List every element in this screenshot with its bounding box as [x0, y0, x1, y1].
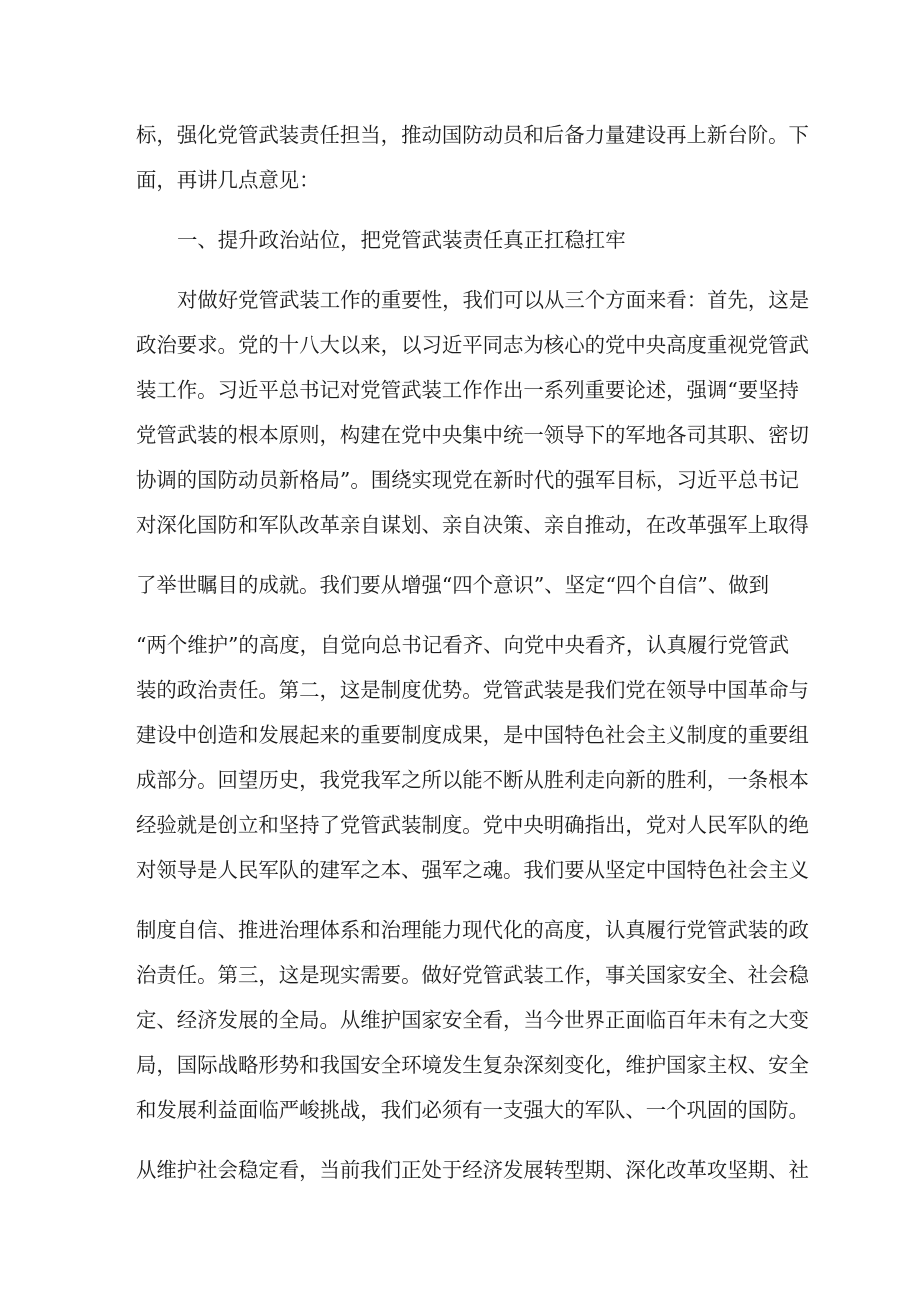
text-line: 装工作。习近平总书记对党管武装工作作出一系列重要论述，强调“要坚持: [136, 378, 799, 402]
text-line: 成部分。回望历史，我党我军之所以能不断从胜利走向新的胜利，一条根本: [136, 768, 809, 792]
text-line: 制度自信、推进治理体系和治理能力现代化的高度，认真履行党管武装的政: [136, 918, 809, 942]
section-heading: 一、提升政治站位，把党管武装责任真正扛稳扛牢: [177, 228, 626, 252]
text-line: 对领导是人民军队的建军之本、强军之魂。我们要从坚定中国特色社会主义: [136, 858, 809, 882]
text-line: 面，再讲几点意见：: [136, 168, 320, 192]
text-line: “两个维护”的高度，自觉向总书记看齐、向党中央看齐，认真履行党管武: [136, 633, 789, 657]
text-line: 经验就是创立和坚持了党管武装制度。党中央明确指出，党对人民军队的绝: [136, 813, 809, 837]
text-line: 协调的国防动员新格局”。围绕实现党在新时代的强军目标，习近平总书记: [136, 468, 799, 492]
text-line: 政治要求。党的十八大以来，以习近平同志为核心的党中央高度重视党管武: [136, 333, 809, 357]
text-line: 局，国际战略形势和我国安全环境发生复杂深刻变化，维护国家主权、安全: [136, 1053, 809, 1077]
text-line: 党管武装的根本原则，构建在党中央集中统一领导下的军地各司其职、密切: [136, 423, 809, 447]
text-line: 定、经济发展的全局。从维护国家安全看，当今世界正面临百年未有之大变: [136, 1008, 809, 1032]
text-line: 对做好党管武装工作的重要性，我们可以从三个方面来看：首先，这是: [177, 288, 810, 312]
text-line: 从维护社会稳定看，当前我们正处于经济发展转型期、深化改革攻坚期、社: [136, 1158, 809, 1182]
text-line: 装的政治责任。第二，这是制度优势。党管武装是我们党在领导中国革命与: [136, 678, 809, 702]
text-line: 治责任。第三，这是现实需要。做好党管武装工作，事关国家安全、社会稳: [136, 963, 809, 987]
text-line: 了举世瞩目的成就。我们要从增强“四个意识”、坚定“四个自信”、做到: [136, 573, 770, 597]
text-line: 对深化国防和军队改革亲自谋划、亲自决策、亲自推动，在改革强军上取得: [136, 513, 809, 537]
text-line: 和发展利益面临严峻挑战，我们必须有一支强大的军队、一个巩固的国防。: [136, 1098, 809, 1122]
text-line: 标，强化党管武装责任担当，推动国防动员和后备力量建设再上新台阶。下: [136, 123, 809, 147]
text-line: 建设中创造和发展起来的重要制度成果，是中国特色社会主义制度的重要组: [136, 723, 809, 747]
